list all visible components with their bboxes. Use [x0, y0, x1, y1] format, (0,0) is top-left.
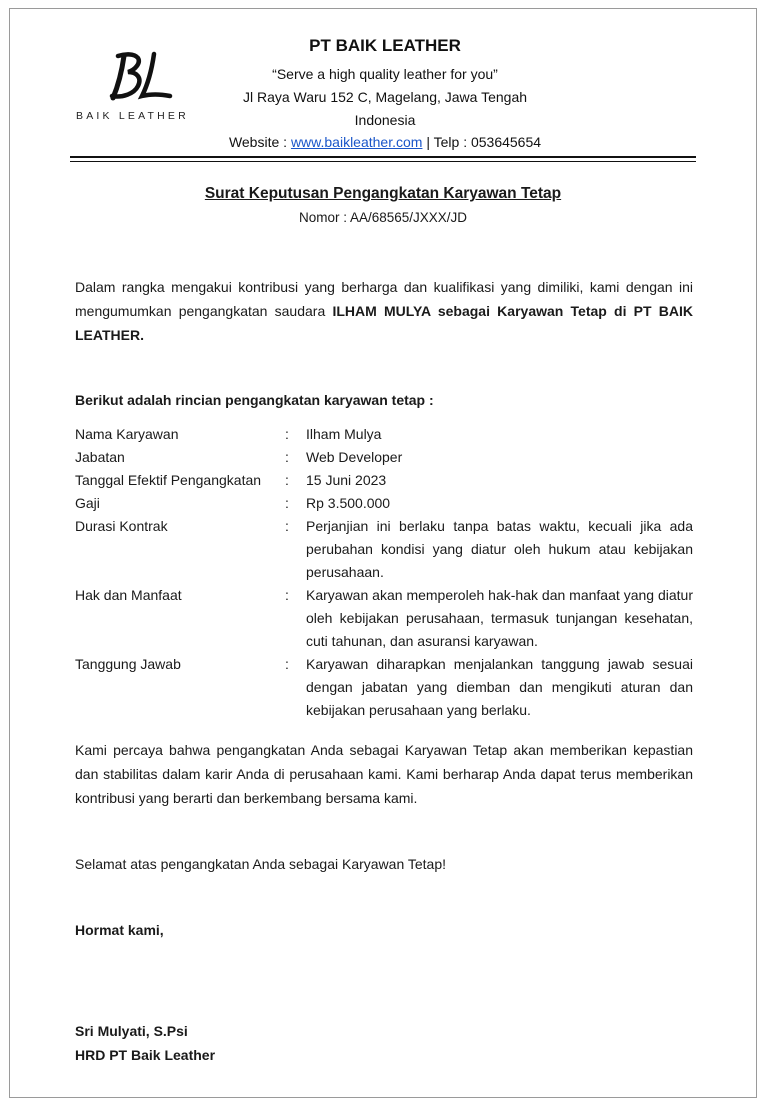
detail-value: Web Developer	[306, 449, 403, 465]
detail-separator: :	[285, 495, 289, 511]
detail-label: Jabatan	[75, 449, 125, 465]
detail-separator: :	[285, 587, 289, 603]
detail-separator: :	[285, 472, 289, 488]
detail-row-durasi	[75, 515, 693, 584]
detail-row-tanggung-jawab	[75, 653, 693, 722]
detail-label: Nama Karyawan	[75, 426, 179, 442]
detail-label: Gaji	[75, 495, 100, 511]
details-heading: Berikut adalah rincian pengangkatan karyawan tetap :	[75, 392, 434, 408]
details-list	[75, 423, 693, 722]
detail-row-nama	[75, 423, 693, 446]
document-number: Nomor : AA/68565/JXXX/JD	[298, 210, 468, 225]
intro-text: Dalam rangka mengakui kontribusi yang berharga dan kualifikasi yang dimiliki, kami dengan ini mengumumkan pengangkatan saudara	[75, 279, 693, 319]
intro-bold-text: ILHAM MULYA sebagai Karyawan Tetap di PT BAIK LEATHER.	[75, 303, 693, 343]
website-link[interactable]: www.baikleather.com	[290, 134, 423, 150]
congratulation-text: Selamat atas pengangkatan Anda sebagai Karyawan Tetap!	[75, 856, 447, 872]
company-name: PT BAIK LEATHER	[309, 36, 461, 55]
company-slogan: “Serve a high quality leather for you”	[272, 66, 498, 82]
detail-value: Karyawan diharapkan menjalankan tanggung jawab sesuai dengan jabatan yang diemban dan mengikuti aturan dan kebijakan perusahaan yang berlaku.	[306, 656, 693, 718]
phone-number: | Telp : 053645654	[422, 134, 542, 150]
detail-value: Ilham Mulya	[306, 426, 382, 442]
detail-label: Tanggung Jawab	[75, 656, 181, 672]
company-contact	[195, 134, 575, 150]
signatory-name: Sri Mulyati, S.Psi	[75, 1023, 188, 1039]
website-label: Website :	[228, 134, 291, 150]
document-title: Surat Keputusan Pengangkatan Karyawan Tetap	[204, 185, 562, 202]
detail-separator: :	[285, 656, 289, 672]
detail-row-jabatan	[75, 446, 693, 469]
detail-row-hak-manfaat	[75, 584, 693, 653]
detail-value: Karyawan akan memperoleh hak-hak dan manfaat yang diatur oleh kebijakan perusahaan, termasuk tunjangan kesehatan, cuti tahunan, dan asuransi karyawan.	[306, 587, 693, 649]
detail-label: Hak dan Manfaat	[75, 587, 182, 603]
detail-label: Tanggal Efektif Pengangkatan	[75, 472, 262, 488]
detail-value: Perjanjian ini berlaku tanpa batas waktu, kecuali jika ada perubahan kondisi yang diatur oleh hukum atau kebijakan perusahaan.	[306, 518, 693, 580]
detail-row-tanggal	[75, 469, 693, 492]
detail-separator: :	[285, 518, 289, 534]
company-address: Jl Raya Waru 152 C, Magelang, Jawa Tengah	[242, 89, 528, 105]
detail-value: 15 Juni 2023	[306, 472, 387, 488]
detail-label: Durasi Kontrak	[75, 518, 168, 534]
intro-paragraph	[75, 275, 693, 347]
detail-value: Rp 3.500.000	[306, 495, 391, 511]
company-logo	[76, 50, 206, 128]
detail-separator: :	[285, 449, 289, 465]
detail-row-gaji	[75, 492, 693, 515]
detail-separator: :	[285, 426, 289, 442]
letterhead-divider-thin	[70, 161, 696, 162]
closing-paragraph: Kami percaya bahwa pengangkatan Anda sebagai Karyawan Tetap akan memberikan kepastian dan stabilitas dalam karir Anda di perusahaan kami. Kami berharap Anda dapat terus memberikan kontribusi yang berarti dan berkembang bersama kami.	[75, 742, 693, 806]
letterhead-divider-thick	[70, 156, 696, 158]
salutation: Hormat kami,	[75, 922, 164, 938]
bl-monogram-icon	[104, 50, 174, 108]
company-country: Indonesia	[354, 112, 416, 128]
logo-tagline: BAIK LEATHER	[76, 110, 189, 122]
signatory-role: HRD PT Baik Leather	[75, 1047, 216, 1063]
